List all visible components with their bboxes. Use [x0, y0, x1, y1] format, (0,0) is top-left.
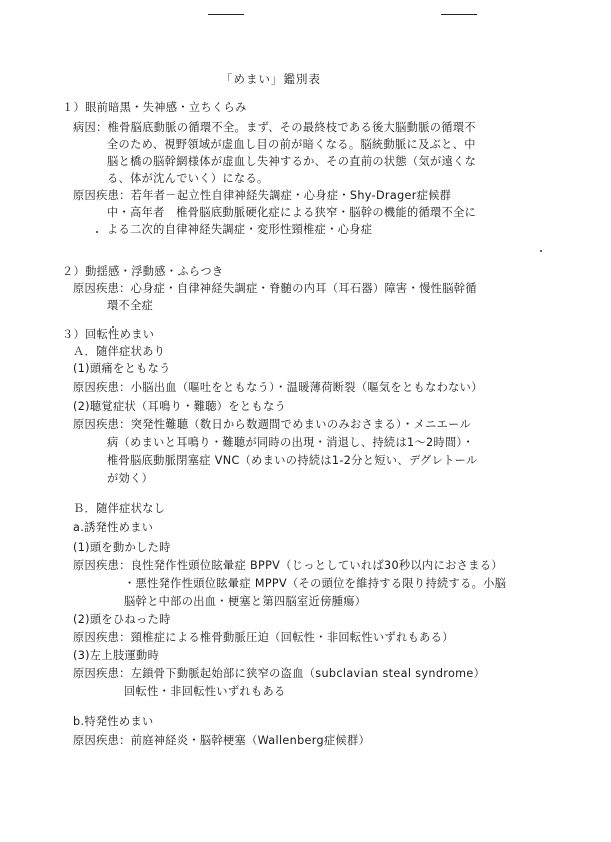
text-line: 原因疾患：頸椎症による椎骨動脈圧迫（回転性・非回転性いずれもある） [73, 631, 454, 644]
text-line: 環不全症 [107, 299, 154, 312]
text-line: 原因疾患：若年者－起立性自律神経失調症・心身症・Shy-Drager症候群 [73, 189, 452, 202]
text-line: (1)頭痛をともなう [73, 362, 171, 375]
scan-speck [96, 231, 98, 233]
header-rule-right [441, 14, 477, 15]
subheading-a: Ａ．随伴症状あり [73, 345, 166, 358]
text-line: 原因疾患：左鎖骨下動脈起始部に狭窄の盗血（subclavian steal syndrome） [73, 667, 486, 680]
text-line: 脳と橋の脳幹網様体が虚血し失神するか、その直前の状態（気が遠くな [107, 155, 477, 168]
doc-title: 「めまい」鑑別表 [221, 72, 321, 86]
text-line: 原因疾患：突発性難聴（数日から数週間でめまいのみおさまる）・メニエール [73, 418, 471, 431]
text-line: 原因疾患：前庭神経炎・脳幹梗塞（Wallenberg症候群） [73, 734, 371, 747]
scan-speck [112, 326, 114, 328]
text-line: 脳幹と中部の出血・梗塞と第四脳室近傍腫瘍） [124, 595, 367, 608]
text-line: 病（めまいと耳鳴り・難聴が同時の出現・消退し、持続は1～2時間）・ [107, 436, 474, 449]
scan-speck [540, 250, 542, 252]
text-line: 全のため、視野領域が虚血し目の前が暗くなる。脳統動脈に及ぶと、中 [107, 138, 476, 151]
section-3-heading: ３）回転性めまい [62, 328, 155, 341]
text-line: (2)聴覚症状（耳鳴り・難聴）をともなう [73, 400, 287, 413]
section-2-heading: ２）動揺感・浮動感・ふらつき [62, 265, 224, 278]
text-line: 原因疾患：心身症・自律神経失調症・脊髄の内耳（耳石器）障害・慢性脳幹循 [73, 282, 477, 295]
text-line: 病因：椎骨脳底動脈の循環不全。まず、その最終枝である後大脳動脈の循環不 [73, 121, 476, 134]
text-line: (3)左上肢運動時 [73, 649, 160, 662]
text-line: 原因疾患：小脳出血（嘔吐をともなう）・温暖薄荷断裂（嘔気をともなわない） [73, 381, 483, 394]
section-1-heading: １）眼前暗黒・失神感・立ちくらみ [62, 101, 247, 114]
text-line: 原因疾患：良性発作性頭位眩暈症 BPPV（じっとしていれば30秒以内におさまる） [73, 559, 503, 572]
text-line: ・悪性発作性頭位眩暈症 MPPV（その頭位を維持する限り持続する。小脳 [124, 577, 507, 590]
text-line: よる二次的自律神経失調症・変形性頸椎症・心身症 [107, 223, 373, 236]
text-line: (1)頭を動かした時 [73, 541, 171, 554]
text-line: a.誘発性めまい [73, 521, 154, 534]
text-line: 中・高年者 椎骨脳底動脈硬化症による狭窄・脳幹の機能的循環不全に [107, 206, 477, 219]
text-line: b.特発性めまい [73, 715, 154, 728]
text-line: (2)頭をひねった時 [73, 613, 171, 626]
text-line: 回転性・非回転性いずれもある [124, 685, 286, 698]
text-line: る、体が沈んでいく）になる。 [107, 172, 269, 185]
text-line: 椎骨脳底動脈閉塞症 VNC（めまいの持続は1-2分と短い、デグレトール [107, 454, 478, 467]
subheading-b: Ｂ．随伴症状なし [73, 502, 166, 515]
text-line: が効く） [107, 472, 154, 485]
header-rule-left [208, 14, 244, 15]
